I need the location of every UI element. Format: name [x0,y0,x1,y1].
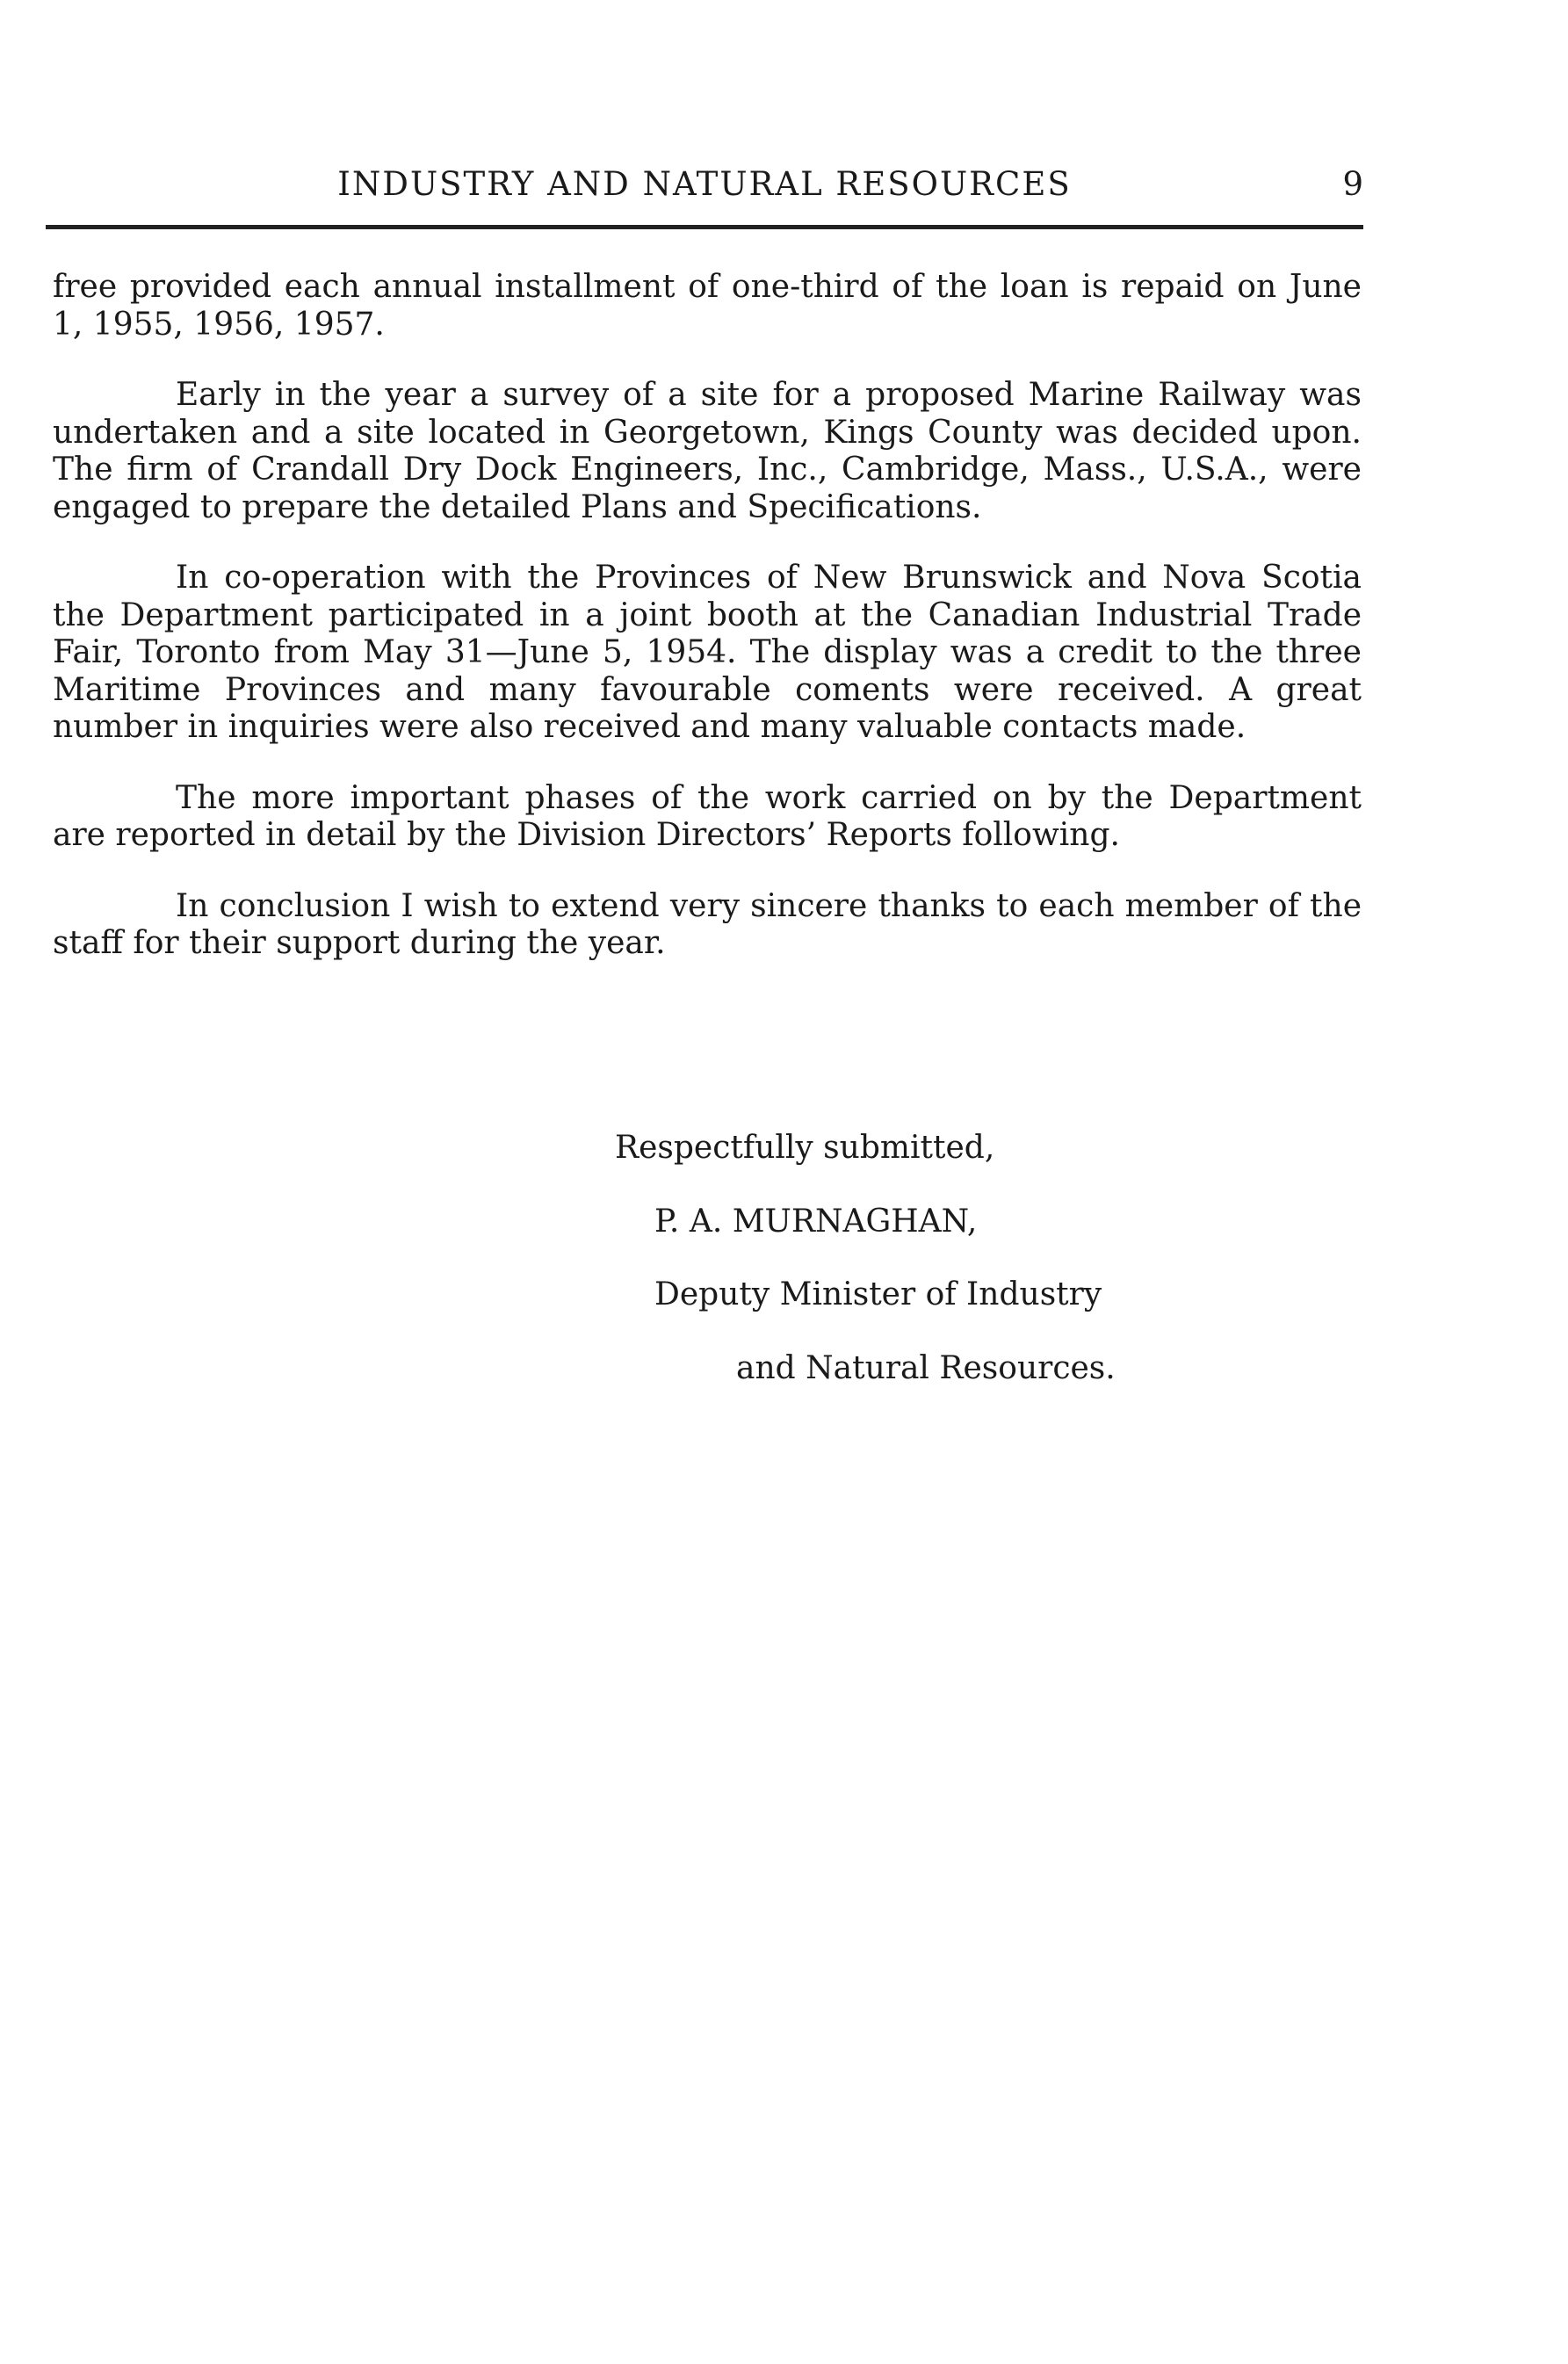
page-number: 9 [1342,165,1363,203]
paragraph-division-reports: The more important phases of the work carried on by the Department are reported in detail by the Division Directors’ Reports following. [53,779,1362,853]
header-rule [46,225,1363,229]
page-header [46,163,1363,216]
signatory-name: P. A. MURNAGHAN, [654,1204,978,1240]
paragraph-continuation: free provided each annual installment of one-third of the loan is repaid on June 1, 1955, 1956, 1957. [53,269,1362,343]
running-title: INDUSTRY AND NATURAL RESOURCES [337,165,1072,203]
signatory-title-line-1: Deputy Minister of Industry [654,1276,1102,1312]
paragraph-trade-fair: In co-operation with the Provinces of New Brunswick and Nova Scotia the Department participated in a joint booth at the Canadian Industrial Trade Fair, Toronto from May 31—June 5, 1954. The display was a credit to the three Maritime Provinces and many favourable coments were received. A great number in inquiries were also received and many valuable contacts made. [53,560,1362,745]
closing-salutation: Respectfully submitted, [615,1130,995,1166]
paragraph-marine-railway: Early in the year a survey of a site for a proposed Marine Railway was undertaken and a site located in Georgetown, Kings County was decided upon. The firm of Crandall Dry Dock Engineers, Inc., Cambridge, Mass., U.S.A., were engaged to prepare the detailed Plans and Specifications. [53,377,1362,525]
signatory-title-line-2: and Natural Resources. [736,1350,1116,1386]
paragraph-conclusion: In conclusion I wish to extend very sincere thanks to each member of the staff for their support during the year. [53,887,1362,961]
body-text [53,269,1362,996]
